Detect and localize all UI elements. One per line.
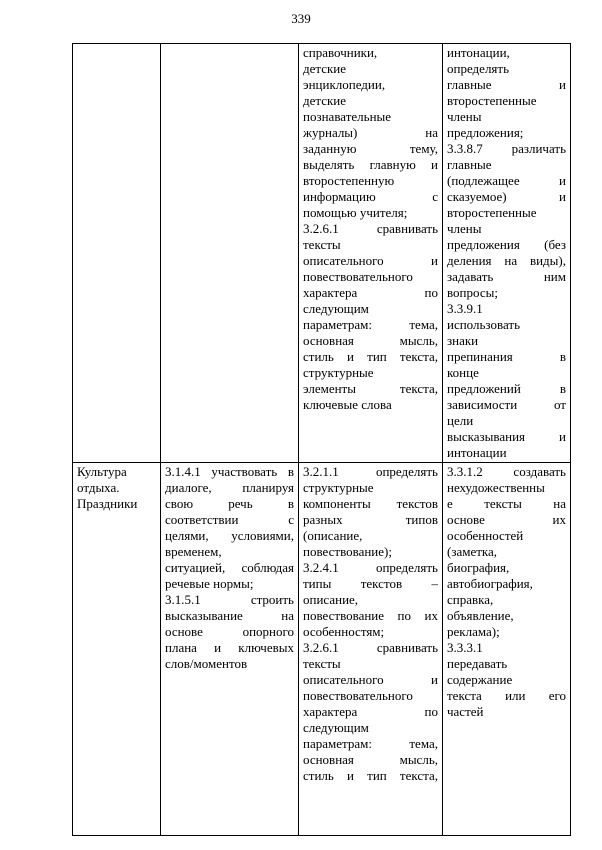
text-line: главные и (447, 77, 566, 92)
text-line: элементы текста, (303, 381, 438, 396)
text-line: 3.1.4.1 участвовать в (165, 464, 294, 479)
text-line: справка, (447, 592, 494, 607)
text-line: конце (447, 365, 479, 380)
reading-cell (299, 463, 443, 836)
text-line: определять (447, 61, 510, 76)
text-line: 3.2.6.1 сравнивать (303, 640, 438, 655)
text-line: реклама); (447, 624, 500, 639)
text-line: препинания в (447, 349, 566, 364)
text-line: выделять главную и (303, 157, 438, 172)
text-line: деления на виды), (447, 253, 566, 268)
text-line: особенностям; (303, 624, 385, 639)
text-line: 3.3.1.2 создавать (447, 464, 566, 479)
text-line: повествовательного (303, 269, 413, 284)
text-line: структурные (303, 365, 374, 380)
text-line: основе опорного (165, 624, 294, 639)
text-line: вопросы; (447, 285, 498, 300)
topic-cell (73, 463, 161, 836)
text-line: описание, (303, 592, 359, 607)
text-line: описательного и (303, 253, 438, 268)
text-line: сказуемое) и (447, 189, 566, 204)
table-row (73, 44, 571, 463)
page-number: 339 (291, 11, 311, 26)
text-line: цели (447, 413, 474, 428)
text-line: следующим (303, 720, 369, 735)
text-line: свою речь в (165, 496, 294, 511)
text-line: детские (303, 93, 347, 108)
text-line: временем, (165, 544, 222, 559)
text-line: следующим (303, 301, 369, 316)
text-line: диалоге, планируя (165, 480, 294, 495)
text-line: повествовательного (303, 688, 413, 703)
text-line: частей (447, 704, 484, 719)
text-line: члены (447, 109, 482, 124)
text-line: 3.2.4.1 определять (303, 560, 438, 575)
writing-cell (443, 44, 571, 463)
text-line: предложений в (447, 381, 566, 396)
text-line: (заметка, (447, 544, 498, 559)
reading-cell (299, 44, 443, 463)
text-line: биография, (447, 560, 510, 575)
text-line: (подлежащее и (447, 173, 566, 188)
text-line: знаки (447, 333, 479, 348)
text-line: интонации, (447, 45, 510, 60)
text-line: слов/моментов (165, 656, 248, 671)
text-line: стиль и тип текста, (303, 768, 438, 783)
text-line: речевые нормы; (165, 576, 254, 591)
text-line: Праздники (77, 496, 138, 511)
text-line: журналы) на (303, 125, 438, 140)
text-line: объявление, (447, 608, 514, 623)
text-line: параметрам: тема, (303, 736, 438, 751)
text-line: интонации (447, 445, 507, 460)
text-line: высказывание на (165, 608, 294, 623)
text-line: высказывания и (447, 429, 566, 444)
text-line: предложения (без (447, 237, 566, 252)
text-line: нехудожественны (447, 480, 545, 495)
text-line: 3.3.8.7 различать (447, 141, 566, 156)
text-line: задавать ним (447, 269, 566, 284)
text-line: 3.2.6.1 сравнивать (303, 221, 438, 236)
text-line: разных типов (303, 512, 438, 527)
text-line: целями, условиями, (165, 528, 294, 543)
text-line: плана и ключевых (165, 640, 294, 655)
text-line: характера по (303, 285, 438, 300)
listening-speaking-cell (161, 463, 299, 836)
text-line: повествование по их (303, 608, 438, 623)
table-row (73, 463, 571, 836)
text-line: зависимости от (447, 397, 566, 412)
writing-cell (443, 463, 571, 836)
text-line: характера по (303, 704, 438, 719)
text-line: типы текстов – (303, 576, 438, 591)
text-line: тексты (303, 237, 341, 252)
text-line: текста или его (447, 688, 566, 703)
text-line: познавательные (303, 109, 392, 124)
text-line: (описание, (303, 528, 363, 543)
text-line: соответствии с (165, 512, 294, 527)
text-line: ключевые слова (303, 397, 392, 412)
text-line: ситуацией, соблюдая (165, 560, 294, 575)
text-line: детские (303, 61, 347, 76)
text-line: повествование); (303, 544, 392, 559)
text-line: содержание (447, 672, 513, 687)
text-line: стиль и тип текста, (303, 349, 438, 364)
text-line: параметрам: тема, (303, 317, 438, 332)
text-line: основная мысль, (303, 752, 438, 767)
text-line: 3.3.9.1 (447, 301, 483, 316)
text-line: второстепенную (303, 173, 395, 188)
text-line: предложения; (447, 125, 524, 140)
text-line: Культура (77, 464, 127, 479)
text-line: е тексты на (447, 496, 566, 511)
text-line: описательного и (303, 672, 438, 687)
text-line: 3.3.3.1 (447, 640, 483, 655)
listening-speaking-cell (161, 44, 299, 463)
text-line: 3.2.1.1 определять (303, 464, 438, 479)
text-line: второстепенные (447, 93, 537, 108)
text-line: структурные (303, 480, 374, 495)
text-line: члены (447, 221, 482, 236)
curriculum-table (72, 43, 571, 836)
text-line: тексты (303, 656, 341, 671)
text-line: помощью учителя; (303, 205, 408, 220)
text-line: главные (447, 157, 492, 172)
text-line: особенностей (447, 528, 524, 543)
text-line: второстепенные (447, 205, 537, 220)
text-line: заданную тему, (303, 141, 438, 156)
text-line: основе их (447, 512, 566, 527)
text-line: основная мысль, (303, 333, 438, 348)
text-line: информацию с (303, 189, 438, 204)
text-line: использовать (447, 317, 520, 332)
topic-cell (73, 44, 161, 463)
text-line: отдыха. (77, 480, 120, 495)
text-line: 3.1.5.1 строить (165, 592, 294, 607)
text-line: автобиография, (447, 576, 533, 591)
text-line: справочники, (303, 45, 378, 60)
text-line: энциклопедии, (303, 77, 386, 92)
text-line: передавать (447, 656, 508, 671)
text-line: компоненты текстов (303, 496, 438, 511)
